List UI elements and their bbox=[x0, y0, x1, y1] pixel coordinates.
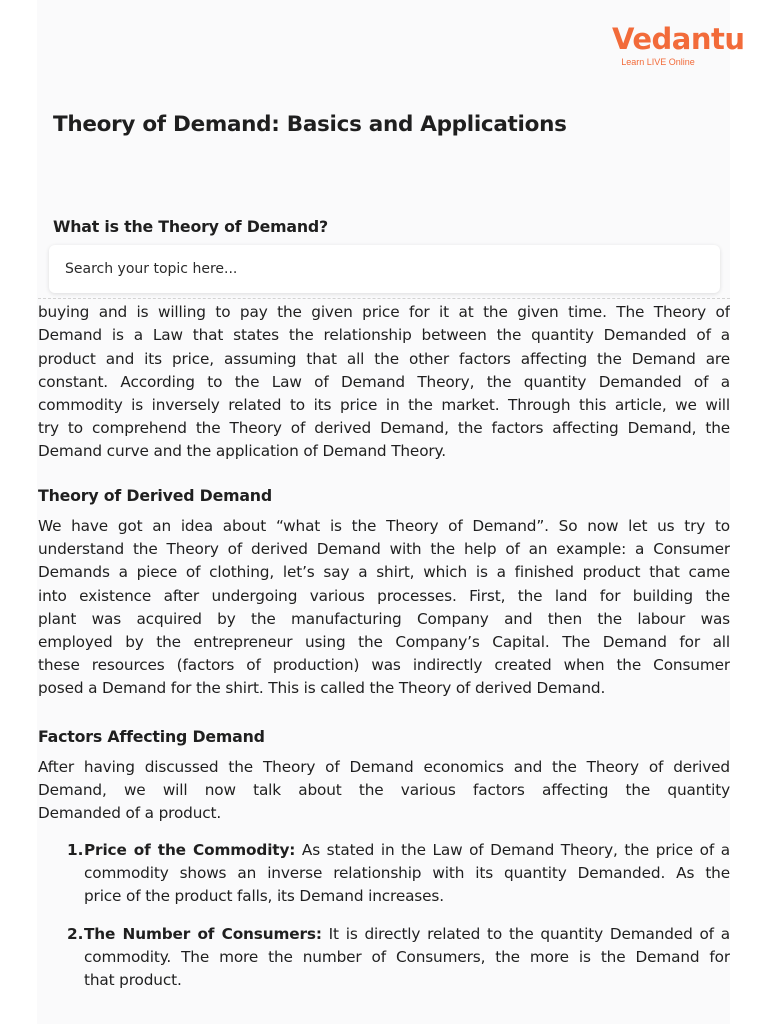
list-item-first-line bbox=[84, 923, 730, 946]
list-item-text: It is directly related to the quantity Demanded of a bbox=[328, 925, 730, 943]
paragraph-line: plant was acquired by the manufacturing Company and then the labour was bbox=[38, 609, 730, 628]
paragraph-line: understand the Theory of derived Demand with the help of an example: a Consumer bbox=[38, 540, 730, 559]
search-bar bbox=[49, 245, 720, 293]
paragraph-line: Demanded of a product. bbox=[38, 804, 222, 823]
paragraph-line: commodity is inversely related to its price in the market. Through this article, we will bbox=[38, 395, 730, 414]
list-item-term: The Number of Consumers: bbox=[84, 925, 322, 943]
section-heading-derived-demand: Theory of Derived Demand bbox=[38, 486, 272, 505]
list-item-body bbox=[84, 839, 730, 909]
logo-wordmark: Vedantu bbox=[612, 22, 745, 56]
paragraph-line: buying and is willing to pay the given price for it at the given time. The Theory of bbox=[38, 303, 730, 322]
list-item-line: price of the product falls, its Demand increases. bbox=[84, 887, 444, 906]
paragraph-line: Demand curve and the application of Demand Theory. bbox=[38, 442, 446, 461]
paragraph-line: into existence after undergoing various processes. First, the land for building the bbox=[38, 586, 730, 605]
list-item-line: commodity shows an inverse relationship with its quantity Demanded. As the bbox=[84, 864, 730, 883]
logo-tagline: Learn LIVE Online bbox=[621, 57, 695, 67]
paragraph-line: Demand, we will now talk about the various factors affecting the quantity bbox=[38, 781, 730, 800]
list-item-text: As stated in the Law of Demand Theory, the price of a bbox=[301, 841, 730, 859]
paragraph-factors bbox=[38, 756, 730, 826]
paragraph-line: try to comprehend the Theory of derived Demand, the factors affecting Demand, the bbox=[38, 419, 730, 438]
paragraph-what-is bbox=[38, 278, 730, 464]
list-number: 1. bbox=[67, 841, 84, 859]
paragraph-line: employed by the entrepreneur using the Company’s Capital. The Demand for all bbox=[38, 632, 730, 651]
page-title: Theory of Demand: Basics and Applications bbox=[53, 112, 567, 137]
list-item-body bbox=[84, 923, 730, 993]
list-number: 2. bbox=[67, 925, 84, 943]
section-heading-factors: Factors Affecting Demand bbox=[38, 727, 265, 746]
list-item-line: that product. bbox=[84, 971, 182, 990]
list-item-line: commodity. The more the number of Consumers, the more is the Demand for bbox=[84, 948, 730, 967]
paragraph-line: After having discussed the Theory of Demand economics and the Theory of derived bbox=[38, 758, 730, 776]
paragraph-line: Demands a piece of clothing, let’s say a shirt, which is a finished product that came bbox=[38, 563, 730, 582]
search-input[interactable] bbox=[49, 245, 720, 293]
vedantu-logo[interactable] bbox=[612, 22, 745, 68]
list-item-first-line bbox=[84, 839, 730, 862]
paragraph-line: We have got an idea about “what is the Theory of Demand”. So now let us try to bbox=[38, 517, 730, 535]
section-heading-what-is: What is the Theory of Demand? bbox=[53, 217, 328, 236]
paragraph-line: constant. According to the Law of Demand Theory, the quantity Demanded of a bbox=[38, 372, 730, 391]
paragraph-line: posed a Demand for the shirt. This is called the Theory of derived Demand. bbox=[38, 679, 606, 698]
paragraph-line: product and its price, assuming that all the other factors affecting the Demand are bbox=[38, 349, 730, 368]
paragraph-line: these resources (factors of production) was indirectly created when the Consumer bbox=[38, 656, 730, 675]
paragraph-line: Demand is a Law that states the relationship between the quantity Demanded of a bbox=[38, 326, 730, 345]
list-item-term: Price of the Commodity: bbox=[84, 841, 296, 859]
paragraph-derived-demand bbox=[38, 515, 730, 701]
